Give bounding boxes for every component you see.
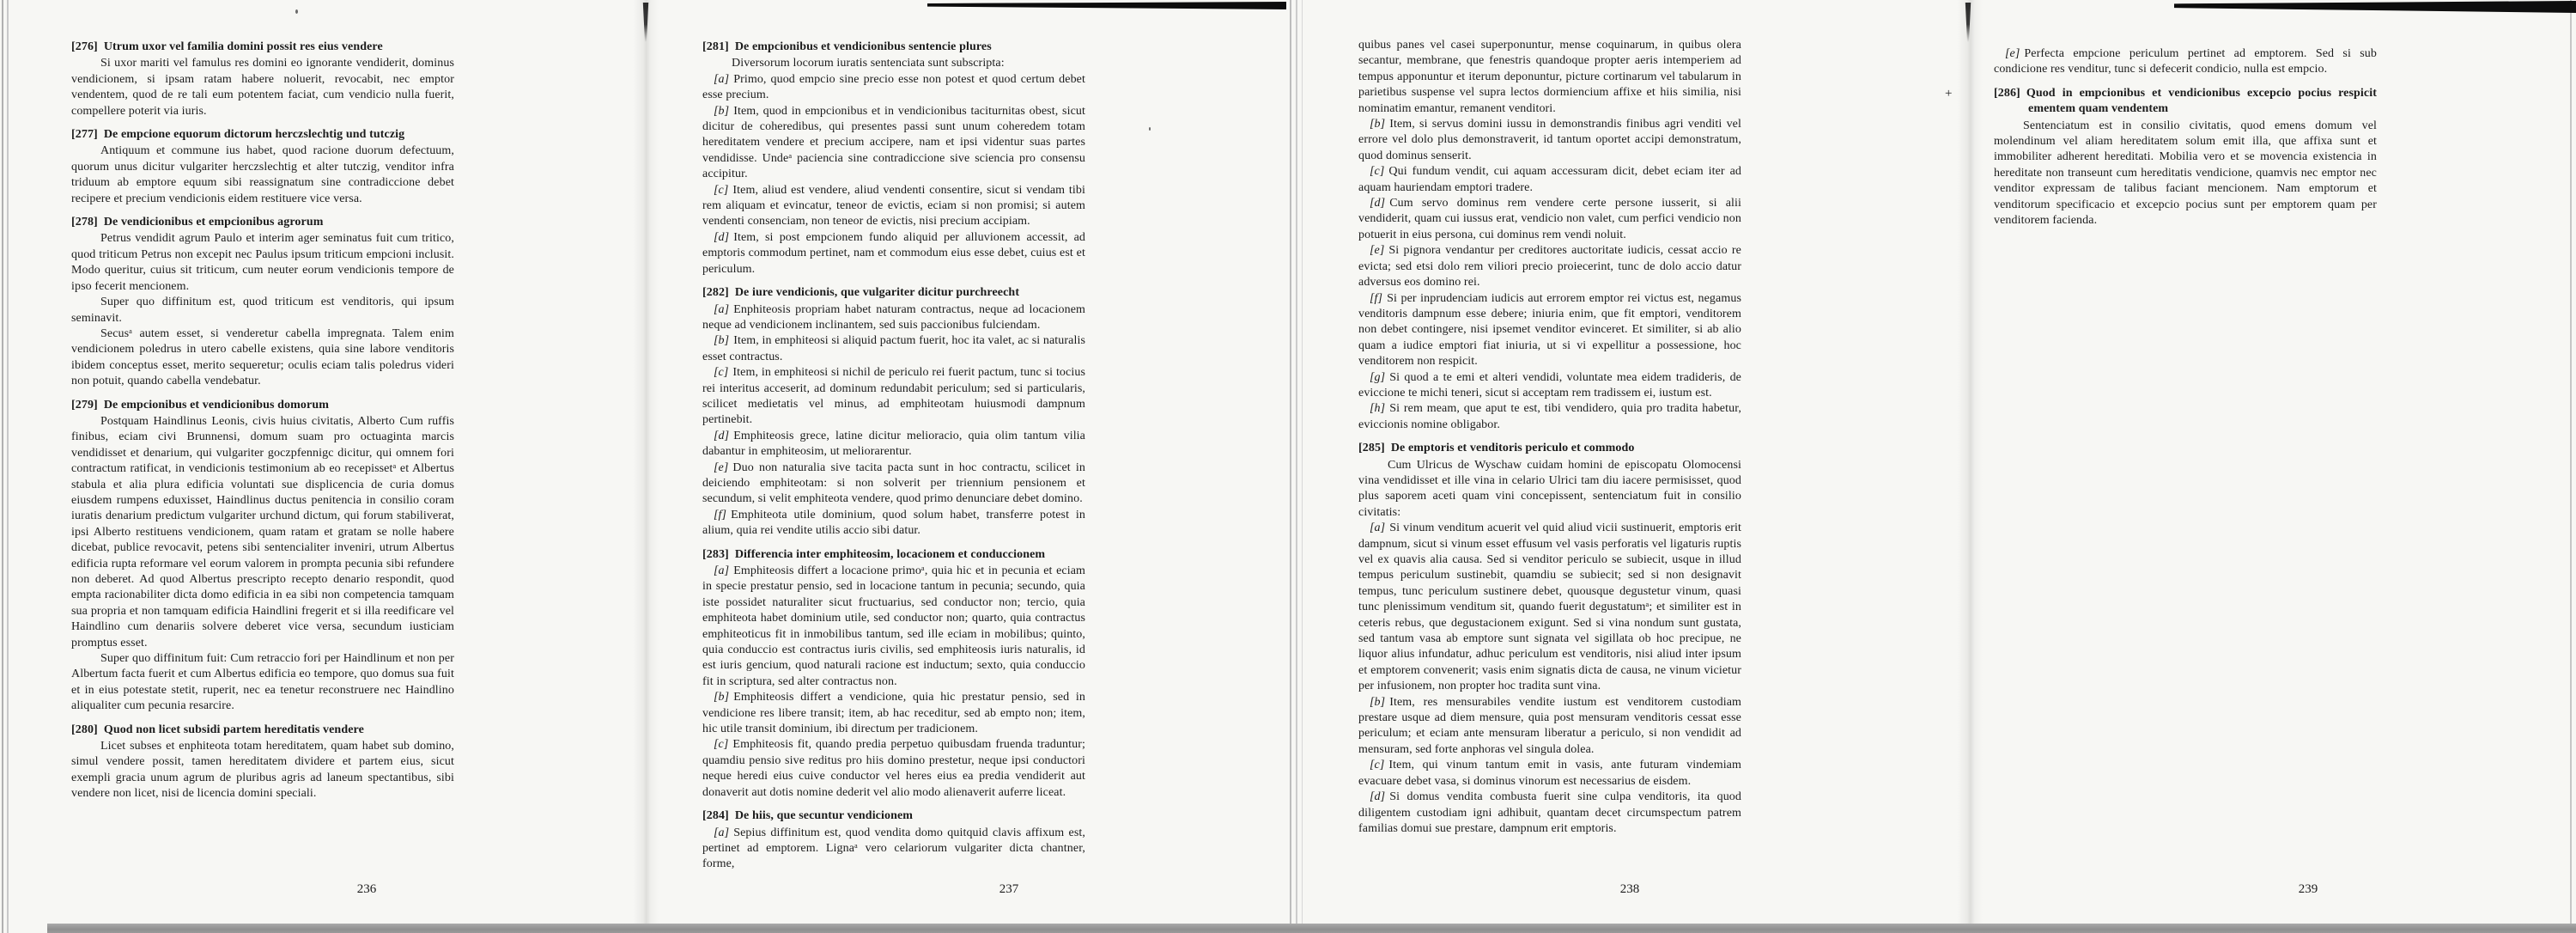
section-number: [280]: [71, 723, 98, 736]
spread-seam-line-2: [1296, 0, 1297, 933]
binding-gutter-shadow-left-spread: [633, 0, 659, 933]
scan-left-edge-line-outer: [2, 0, 3, 933]
page-number-238: 238: [1619, 882, 1640, 896]
page-number-237: 237: [999, 882, 1019, 896]
scan-bottom-band: [47, 924, 2576, 933]
paragraph: [e] Duo non naturalia sive tacita pacta sunt in hoc contractu, scilicet in deiciendo emphiteotam: si non solverit per triennium pensionem et secundum, si velit emphiteota vendere, quod primo denunciare debet domino.: [702, 460, 1085, 506]
paragraph-label: [g]: [1370, 370, 1386, 384]
section-title: Utrum uxor vel familia domini possit res eius vendere: [103, 40, 383, 53]
section-heading: [1358, 441, 1741, 456]
paragraph-label: [b]: [714, 104, 730, 118]
paragraph: Licet subses et enphiteota totam hereditatem, quam habet sub domino, simul vendere possit, tamen hereditatem dividere et partem eius, sicut exempli gracia unum agrum de pluribus agris ad laneum spectantibus, sibi vendere non licet, nisi de licencia domini speciali.: [71, 740, 454, 801]
section: [71, 215, 454, 389]
paragraph: [c] Item, in emphiteosi si nichil de periculo rei fuerit pactum, tunc si tocius rei interitus acceserit, ad dominum redundabit periculum; sed si particularis, scilicet medietatis vel minus, ad emphiteotam huiusmodi dampnum pertinebit.: [702, 366, 1085, 427]
paragraph: [d] Cum servo dominus rem vendere certe persone iusserit, si alii vendiderit, quam cui iussus erat, vendicio non valet, cum perfici vendicio non potuerit in eius persona, cui dominus rem vendi noluit.: [1358, 197, 1741, 241]
section-number: [277]: [71, 128, 98, 142]
paragraph: Si uxor mariti vel famulus res domini eo ignorante vendiderit, dominus vendicionem, si ipsam ratam habere noluerit, revocabit, nec emptor vendentem, quod de re tali eum potentem faciat, cum vendicio nulla fuerit, compellere poterit via iuris.: [71, 57, 454, 118]
scan-top-edge-bar-left-spread: [927, 2, 1286, 9]
section: [71, 127, 454, 207]
paragraph: [a] Emphiteosis differt a locacione primoᵃ, quia hic et in pecunia et eciam in specie prestatur pensio, sed in locacione tantum in pecunia; secundo, quia iste possidet naturaliter sicut fructuarius, sed conductor non; tercio, quia emphiteota habet dominium utile, sed conductor non; quarto, quia contractus emphiteoticus fit in inmobilibus tantum, sed ille eciam in mobilibus; quinto, quia conduccio est contractus iuris civilis, sed emphiteosis iuris naturalis, id est iuris gencium, quod naturali racione est inductum; sexto, quia conduccio fit in scriptura, sed alter contractus non.: [702, 564, 1085, 688]
paragraph-label: [c]: [1370, 759, 1385, 772]
section-number: [284]: [702, 809, 729, 823]
paragraph: quibus panes vel casei superponuntur, mense coquinarum, in quibus olera secantur, membrane, que fenestris quandoque propter aeris intemperiem ad tempus apponuntur et iterum deponuntur, picture cortinarum vel tabularum in parietibus suspense vel supra lectos dormiencium affixe et hiis similia, nisi nominatim emantur, remanent venditori.: [1358, 39, 1741, 115]
paragraph: [b] Item, res mensurabiles vendite iustum est venditorem custodiam prestare usque ad diem mensure, quia post mensuram venditoris cessat esse periculum; et eciam ante mensuram liberatur a periculo, si non vendidit ad mensuram, sed forte anphoras vel singula dolea.: [1358, 695, 1741, 756]
paragraph-label: [e]: [714, 460, 729, 474]
section-number: [279]: [71, 398, 98, 412]
paragraph: [d] Si domus vendita combusta fuerit sine culpa venditoris, ita quod diligentem custodiam igni adhibuit, quantam decet circumspectum patrem familias domui sue prestare, dampnum erit emptoris.: [1358, 790, 1741, 835]
section-number: [285]: [1358, 442, 1385, 455]
paragraph-label: [d]: [714, 230, 730, 244]
paragraph: [c] Emphiteosis fit, quando predia perpetuo quibusdam fruenda traduntur; quamdiu pensio sive reditus pro hiis domino prestetur, neque ipsi conductori neque heredi eius cuive conductor vel heres eius ea predia vendiderit aut donaverit aut dotis nomine dederit vel alio modo alienaverit auferre liceat.: [702, 738, 1085, 799]
section-heading: [71, 723, 454, 738]
paragraph: Cum Ulricus de Wyschaw cuidam homini de episcopatu Olomocensi vina vendidisset et ille vina in celario Ulrici tam diu iacere permisisset, quod plus saporem aceti quam vini concepissent, sentenciatum fuit in consilio civitatis:: [1358, 458, 1741, 519]
paragraph-label: [a]: [714, 564, 730, 577]
section-number: [283]: [702, 547, 729, 561]
paragraph-label: [b]: [1370, 118, 1386, 131]
section-title: Quod non licet subsidi partem hereditatis vendere: [103, 723, 364, 736]
paragraph: [e] Si pignora vendantur per creditores auctoritate iudicis, cessat accio re evicta; sed etsi dolo rem viliori precio proiecerint, tunc de dolo accio datur adversus eos domino rei.: [1358, 244, 1741, 290]
section-title: De empcione equorum dictorum herczslechtig und tutczig: [103, 128, 405, 142]
paragraph: [a] Enphiteosis propriam habet naturam contractus, neque ad locacionem neque ad vendicionem inclinantem, sed suis paccionibus fulciendam.: [702, 302, 1085, 332]
section: [1945, 86, 2377, 229]
scan-left-edge-line-inner: [7, 0, 9, 933]
paragraph: [a] Si vinum venditum acuerit vel quid aliud vicii sustinuerit, emptoris erit dampnum, sicut si vinum esset effusum vel vasis perforatis vel ligaturis ruptis vel ex quavis alia causa. Sed si venditor periculo se subiecit, usque in illud tempus periculum sustinebit, quamdiu se subiecit; sed si non designavit tempus, tunc periculum sustinere debet, quousque degustetur vinum, quasi tunc plenissimum venditum sit, quando fuerit degustatumᵃ; et similiter est in ceteris rebus, que degustacionem exigunt. Sed si vina nondum sunt gustata, sed tantum vasa ab emptore sunt signata vel sigillata ob hoc precipue, ne liquor alius infundatur, adhuc periculum est venditoris, nisi aliud inter ipsum et emptorem convenerit; vasis enim signatis dicta de causa, ne vinum vicietur per infusionem, non propter hoc tradita sunt vina.: [1358, 521, 1741, 693]
scan-top-edge-bar-right-spread: [2174, 1, 2576, 13]
scan-speck: [1149, 127, 1151, 131]
page-column-236: [71, 40, 454, 810]
section: [1994, 46, 2377, 78]
paragraph: Super quo diffinitum fuit: Cum retraccio fori per Haindlinum et non per Albertum facta fuerit et cum Albertus edificia eo tempore, quo domus sua fuit et in eius potestate stetit, ruperit, nec ea tenetur reconstruere nec Haindlino aliqualiter cum pecunia resarcire.: [71, 652, 454, 713]
section: [1358, 441, 1741, 837]
paragraph: [d] Item, si post empcionem fundo aliquid per alluvionem accessit, ad emptoris commodum pertinet, nam et commodum eius esse debet, cuius est et periculum.: [702, 230, 1085, 276]
paragraph: Petrus vendidit agrum Paulo et interim ager seminatus fuit cum tritico, quod triticum Petrus non excepit nec Paulus ipsum triticum empcioni inclusit. Modo queritur, cuius sit triticum, cum neuter eorum vendicionis tempore de ipso fecerit mencionem.: [71, 232, 454, 293]
page-column-238: [1358, 38, 1741, 845]
paragraph-label: [c]: [714, 183, 729, 197]
section-heading: + [286] Quod in empcionibus et vendicionibus excepcio pocius respicit ementem quam vendentem: [1945, 86, 2377, 116]
paragraph: [c] Item, qui vinum tantum emit in vasis, ante futuram vindemiam evacuare debet vasa, si dominus vinorum est necessarius de eisdem.: [1358, 759, 1741, 788]
paragraph: Secusᵃ autem esset, si venderetur cabella impregnata. Talem enim vendicionem poledrus in utero cabelle existens, quia sine labore venditoris ibidem conceptus esset, merito sequeretur; oculis eciam talis poledrus videri non potuit, quando cabella vendebatur.: [71, 326, 454, 388]
paragraph: Super quo diffinitum est, quod triticum est venditoris, qui ipsum seminavit.: [71, 296, 454, 325]
section: [1358, 38, 1741, 433]
section-title: De empcionibus et vendicionibus domorum: [103, 398, 329, 412]
paragraph: [e] Perfecta empcione periculum pertinet ad emptorem. Sed si sub condicione res venditur, tunc si defecerit condicio, nulla est empcio.: [1994, 47, 2377, 76]
spread-seam-line-3: [1302, 0, 1303, 933]
paragraph: Postquam Haindlinus Leonis, civis huius civitatis, Alberto Cum ruffis finibus, eciam civi Brunnensi, domum suam pro octuaginta marcis vendidisset et denarium, qui vulgariter goczpfennigc dicitur, qui omnem fori contractum ratificat, in vendicionis testimonium ab eo recepissetᵃ et Albertus stabula et alia plura edificia voluntati sue displicencia de curia domus eiusdem rumpens eduxisset, Haindlinus ductus penitencia in consilio coram iuratis denarium predictum vulgariter urchund dictum, qui forum stabiliverat, ipsi Alberto restituens vendicionem, quam ratam et gratam se nolle habere dicebat, publice revocavit, petens sibi sentencialiter inveniri, utrum Albertus edificia rupta reformare vel eorum valorem in prompta pecunia sibi refundere non deberet. Ad quod Albertus prescripto recepto denario respondit, quod empta racionabiliter dicta domo edificia in ea sibi non competencia tamquam sua propria et non tamquam edificia Haindlini fregerit et si illa reedificare vel Haindlino cum denariis solvere deberet vice versa, secundum iusticiam promptus esset.: [71, 414, 454, 649]
section-title: De hiis, que secuntur vendicionem: [734, 809, 914, 823]
paragraph: [d] Emphiteosis grece, latine dicitur melioracio, quia olim tantum vilia dabantur in emphiteosim, ut meliorarentur.: [702, 429, 1085, 459]
section: [702, 40, 1085, 277]
page-number-239: 239: [2298, 882, 2318, 896]
paragraph-label: [a]: [1370, 521, 1386, 535]
page-column-237: [702, 40, 1085, 881]
section-heading: [71, 215, 454, 230]
paragraph-label: [h]: [1370, 402, 1386, 416]
paragraph: [a] Sepius diffinitum est, quod vendita domo quitquid clavis affixum est, pertinet ad emptorem. Lignaᵃ vero celariorum vulgariter dicta chantner, forme,: [702, 826, 1085, 871]
paragraph: [h] Si rem meam, que aput te est, tibi vendidero, quia pro tradita habetur, eviccionis nomine obligabor.: [1358, 402, 1741, 431]
section-number: [286]: [1994, 86, 2020, 100]
paragraph: [g] Si quod a te emi et alteri vendidi, voluntate mea eidem tradideris, de eviccione te michi teneri, sicut si acceptam rem tradissem ei, iustum est.: [1358, 370, 1741, 399]
paragraph: [f] Si per inprudenciam iudicis aut errorem emptor rei victus est, negamus venditoris dampnum esse debere; iniuria enim, que fit emptori, venditorem non debet contingere, nisi ipsemet venditor evinceret. Et similiter, si ab alio quam a iudice emptori fiat iniuria, ut si vi expellitur a possessione, hoc venditorem non respicit.: [1358, 291, 1741, 369]
paragraph-label: [c]: [714, 738, 729, 752]
paragraph-label: [a]: [714, 826, 730, 839]
paragraph: Diversorum locorum iuratis sentenciata sunt subscripta:: [732, 57, 1005, 70]
paragraph-label: [d]: [1370, 197, 1386, 210]
paragraph-label: [d]: [1370, 790, 1386, 804]
section-heading: [71, 398, 454, 413]
paragraph-label: [b]: [714, 334, 730, 348]
section-title: De emptoris et venditoris periculo et commodo: [1390, 442, 1635, 455]
section: [702, 808, 1085, 873]
section-number: [276]: [71, 40, 98, 53]
paragraph: Antiquum et commune ius habet, quod racione duorum defectuum, quorum unus dicitur vulgariter herczslechtig et alter tutczig, venditor infra triduum ab emptore equum sibi reassignatum sine contradiccione debet recipere et precium vendicionis eidem restituere vice versa.: [71, 144, 454, 205]
section-heading: [702, 547, 1085, 563]
paragraph-label: [b]: [714, 691, 730, 704]
paragraph: [b] Item, si servus domini iussu in demonstrandis finibus agri venditi vel errore vel dolo plus demonstraverit, id tantum oportet accipi demonstratum, quod dominus senserit.: [1358, 118, 1741, 162]
paragraph-label: [c]: [714, 366, 729, 380]
paragraph: [b] Item, quod in empcionibus et in vendicionibus taciturnitas obest, sicut dicitur de coheredibus, qui presentes passi sunt unum coheredem totam hereditatem vendere et precium accipere, nam et ipsi videntur suas partes vendidisse. Undeᵃ paciencia sine contradiccione sive sciencia pro consensu accipitur.: [702, 104, 1085, 181]
paragraph-label: [b]: [1370, 695, 1386, 709]
paragraph: [b] Emphiteosis differt a vendicione, quia hic prestatur pensio, sed in vendicione res libere transit; item, ab hac receditur, sed ab empto non; item, hic utile transit dominium, ibi directum per tradicionem.: [702, 691, 1085, 736]
scan-right-edge-line: [2570, 0, 2572, 933]
section-title: Differencia inter emphiteosim, locacionem et conduccionem: [734, 547, 1046, 561]
section-heading: [702, 40, 1085, 55]
section: [702, 285, 1085, 540]
spread-seam-line-1: [1290, 0, 1291, 933]
paragraph: [a] Primo, quod empcio sine precio esse non potest et quod certum debet esse precium.: [702, 72, 1085, 102]
section-heading: [702, 285, 1085, 301]
paragraph-label: [e]: [2005, 47, 2020, 60]
paragraph-label: [f]: [1370, 291, 1383, 305]
section-number: [278]: [71, 216, 98, 229]
section-title: De empcionibus et vendicionibus sentencie plures: [734, 40, 992, 53]
paragraph: [c] Qui fundum vendit, cui aquam accessuram dicit, debet eciam iter ad aquam hauriendam emptori tradere.: [1358, 165, 1741, 194]
paragraph-label: [e]: [1370, 244, 1385, 258]
scan-speck: [295, 9, 298, 14]
section: [71, 40, 454, 119]
section: [702, 547, 1085, 802]
paragraph: [b] Item, in emphiteosi si aliquid pactum fuerit, hoc ita valet, ac si naturalis esset contractus.: [702, 334, 1085, 363]
paragraph-label: [c]: [1370, 165, 1385, 179]
page-column-239: [1945, 46, 2377, 236]
paragraph: [c] Item, aliud est vendere, aliud vendenti consentire, sicut si vendam tibi rem aliquam et evincatur, teneor de evictis, eciam si non promisi; si autem vendenti consenciam, non teneor de evictis, nisi precium accipiam.: [702, 183, 1085, 229]
paragraph-label: [d]: [714, 429, 730, 442]
section-title: De vendicionibus et empcionibus agrorum: [103, 216, 324, 229]
paragraph-label: [a]: [714, 72, 730, 86]
section-title: Quod in empcionibus et vendicionibus excepcio pocius respicit ementem quam vendentem: [2026, 86, 2377, 116]
section: [71, 398, 454, 715]
page-number-236: 236: [356, 882, 377, 896]
section: [71, 723, 454, 802]
section-number: [282]: [702, 286, 729, 300]
binding-gutter-shadow-right-spread: [1957, 0, 1983, 933]
section-title: De iure vendicionis, que vulgariter dicitur purchreecht: [734, 286, 1020, 300]
section-number: [281]: [702, 40, 729, 53]
paragraph: Sentenciatum est in consilio civitatis, quod emens domum vel molendinum vel aliam hereditatem solum emit illa, que affixa sunt et immobiliter adherent hereditati. Mobilia vero et se movencia existencia in hereditate non transeunt cum hereditatis vendicione, quamvis nec emptor nec venditor expressam de talibus faciant mencionem. Nam emptorum et venditorum specificacio et excepcio pocius sunt per emptorem quam per venditorem facienda.: [1994, 119, 2377, 228]
section-heading: [71, 127, 454, 143]
paragraph-label: [a]: [714, 302, 730, 316]
section-heading: [702, 808, 1085, 824]
paragraph-label: [f]: [714, 508, 727, 521]
paragraph: [f] Emphiteota utile dominium, quod solum habet, transferre potest in alium, quia rei vendite utilis accio sibi datur.: [702, 508, 1085, 538]
section-heading: [71, 40, 454, 55]
